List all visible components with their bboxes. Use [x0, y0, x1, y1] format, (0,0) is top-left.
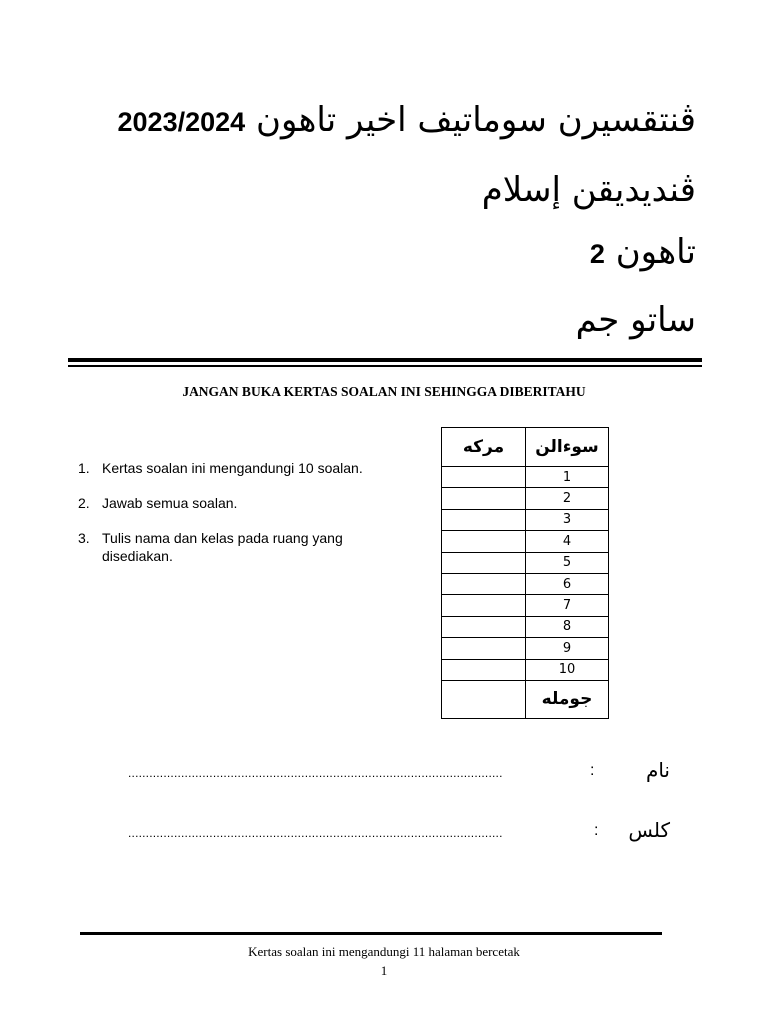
exam-year: 2023/2024	[117, 107, 246, 137]
name-label: نام	[645, 758, 670, 782]
mark-cell[interactable]	[442, 552, 526, 573]
instruction-text: Kertas soalan ini mengandungi 10 soalan.	[102, 460, 363, 476]
table-row	[442, 509, 609, 530]
question-number: 10	[526, 659, 609, 680]
subject-title: ڤنديديقن إسلام	[481, 170, 696, 210]
instruction-item	[78, 494, 398, 512]
question-number: 6	[526, 573, 609, 594]
instruction-item	[78, 459, 398, 477]
marks-table	[441, 427, 609, 719]
question-number: 9	[526, 638, 609, 659]
mark-cell[interactable]	[442, 531, 526, 552]
footer-page-count: Kertas soalan ini mengandungi 11 halaman bercetak	[248, 944, 520, 959]
exam-title	[118, 100, 696, 142]
table-row	[442, 659, 609, 680]
year-level-number: 2	[589, 239, 605, 269]
mark-cell[interactable]	[442, 573, 526, 594]
table-row	[442, 488, 609, 509]
total-row	[442, 680, 609, 718]
class-colon: :	[594, 822, 599, 839]
instruction-text: Jawab semua soalan.	[102, 495, 238, 511]
instruction-number: 2.	[78, 495, 90, 511]
mark-cell[interactable]	[442, 638, 526, 659]
exam-title-text: ڤنتقسيرن سوماتيف اخير تاهون	[255, 100, 696, 140]
name-colon: :	[590, 762, 595, 779]
class-label: كلس	[628, 818, 670, 842]
question-number: 2	[526, 488, 609, 509]
mark-cell[interactable]	[442, 467, 526, 488]
question-number: 3	[526, 509, 609, 530]
instruction-number: 1.	[78, 460, 90, 476]
mark-cell[interactable]	[442, 595, 526, 616]
mark-cell[interactable]	[442, 616, 526, 637]
total-mark-cell[interactable]	[442, 680, 526, 718]
question-number: 4	[526, 531, 609, 552]
table-row	[442, 616, 609, 637]
question-number: 7	[526, 595, 609, 616]
table-row	[442, 638, 609, 659]
header-question: سوءالن	[526, 428, 609, 467]
table-row	[442, 573, 609, 594]
year-level	[590, 232, 696, 274]
warning-notice: JANGAN BUKA KERTAS SOALAN INI SEHINGGA DIBERITAHU	[182, 384, 586, 399]
question-number: 8	[526, 616, 609, 637]
question-number: 1	[526, 467, 609, 488]
class-field-row	[128, 812, 698, 842]
table-row	[442, 467, 609, 488]
instructions-list	[78, 459, 398, 582]
mark-cell[interactable]	[442, 509, 526, 530]
instruction-number: 3.	[78, 530, 90, 546]
instruction-item	[78, 529, 398, 565]
mark-cell[interactable]	[442, 659, 526, 680]
table-row	[442, 552, 609, 573]
footer-divider	[80, 932, 662, 935]
exam-duration: ساتو جم	[575, 300, 696, 340]
instruction-text: Tulis nama dan kelas pada ruang yang disediakan.	[102, 530, 343, 564]
total-label: جومله	[526, 680, 609, 718]
question-number: 5	[526, 552, 609, 573]
year-level-text: تاهون	[615, 232, 696, 272]
header-marks: مركه	[442, 428, 526, 467]
name-field-row	[128, 752, 698, 782]
page-number: 1	[380, 963, 388, 978]
table-row	[442, 595, 609, 616]
name-field[interactable]: ..........................................................................................................	[128, 766, 503, 780]
table-row	[442, 531, 609, 552]
marks-table-header	[442, 428, 609, 467]
class-field[interactable]: ..........................................................................................................	[128, 826, 503, 840]
mark-cell[interactable]	[442, 488, 526, 509]
